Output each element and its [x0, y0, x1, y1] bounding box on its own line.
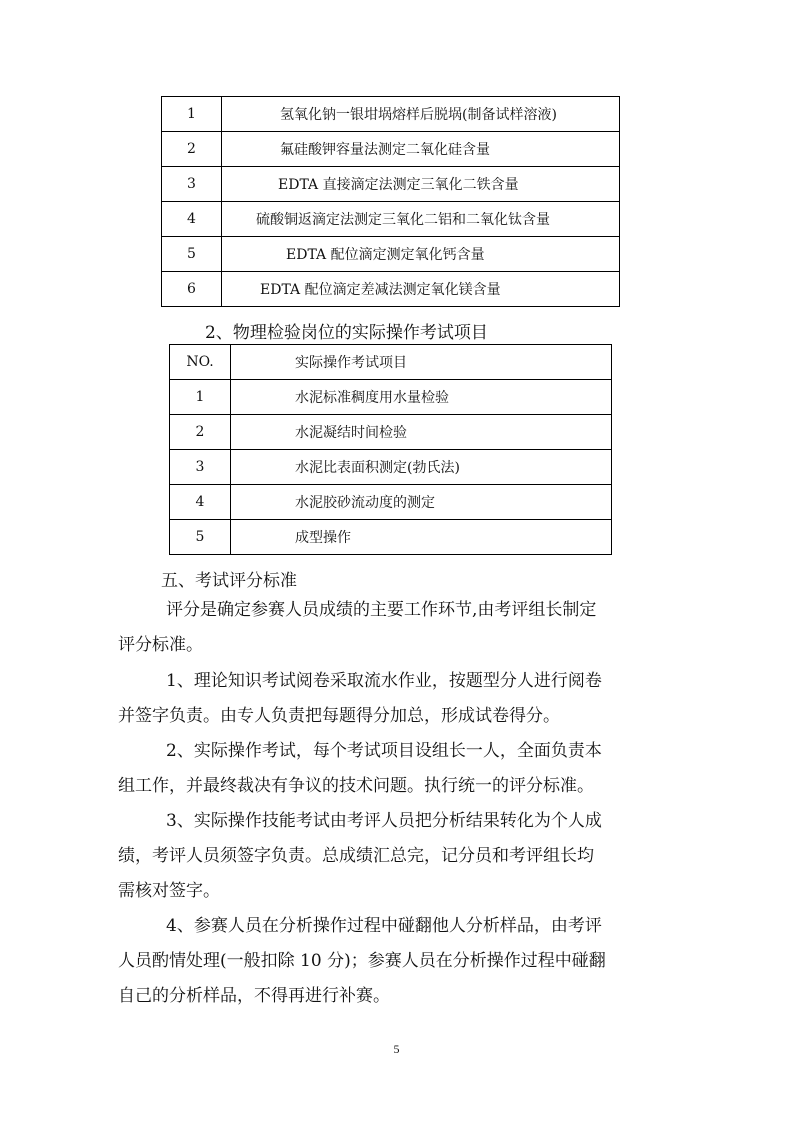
table-row	[170, 415, 612, 450]
row-number: 2	[170, 415, 231, 450]
row-item: EDTA 直接滴定法测定三氧化二铁含量	[222, 167, 620, 202]
table-header-row	[170, 345, 612, 380]
table-row	[170, 485, 612, 520]
row-number: 4	[170, 485, 231, 520]
paragraph-line: 自己的分析样品，不得再进行补赛。	[118, 986, 390, 1006]
row-item: 成型操作	[231, 520, 612, 555]
row-item: EDTA 配位滴定测定氧化钙含量	[222, 237, 620, 272]
paragraph	[118, 909, 678, 1014]
row-number: 3	[170, 450, 231, 485]
paragraph-line: 绩，考评人员须签字负责。总成绩汇总完，记分员和考评组长均	[118, 846, 594, 866]
page-number: 5	[393, 1042, 400, 1056]
chem-items-table	[161, 96, 620, 307]
paragraph-line: 3、实际操作技能考试由考评人员把分析结果转化为个人成	[166, 811, 602, 831]
row-number: 6	[162, 272, 222, 307]
table-row	[170, 520, 612, 555]
paragraph	[118, 593, 678, 663]
paragraph-line: 组工作，并最终裁决有争议的技术问题。执行统一的评分标准。	[118, 776, 594, 796]
paragraph-line: 并签字负责。由专人负责把每题得分加总，形成试卷得分。	[118, 706, 560, 726]
paragraph-line: 2、实际操作考试，每个考试项目设组长一人，全面负责本	[166, 741, 602, 761]
row-number: 5	[162, 237, 222, 272]
row-item: 水泥标准稠度用水量检验	[231, 380, 612, 415]
table-row	[162, 167, 620, 202]
row-number: 1	[162, 97, 222, 132]
table-row	[162, 237, 620, 272]
table-row	[162, 132, 620, 167]
table-row	[162, 272, 620, 307]
row-item: 水泥比表面积测定(勃氏法)	[231, 450, 612, 485]
section-heading: 2、物理检验岗位的实际操作考试项目	[205, 323, 488, 343]
row-item: 氢氧化钠一银坩埚熔样后脱埚(制备试样溶液)	[222, 97, 620, 132]
paragraph	[118, 664, 678, 734]
paragraph-line: 需核对签字。	[118, 881, 220, 901]
paragraph-line: 人员酌情处理(一般扣除 10 分)；参赛人员在分析操作过程中碰翻	[118, 951, 606, 971]
row-number: 5	[170, 520, 231, 555]
paragraph-line: 评分标准。	[118, 635, 203, 655]
table-row	[162, 97, 620, 132]
table-row	[170, 450, 612, 485]
row-number: 1	[170, 380, 231, 415]
row-number: 2	[162, 132, 222, 167]
row-item: 氟硅酸钾容量法测定二氧化硅含量	[222, 132, 620, 167]
phys-items-table	[169, 344, 612, 555]
paragraph-line: 1、理论知识考试阅卷采取流水作业，按题型分人进行阅卷	[166, 671, 602, 691]
column-header-item: 实际操作考试项目	[231, 345, 612, 380]
paragraph-line: 4、参赛人员在分析操作过程中碰翻他人分析样品，由考评	[166, 916, 602, 936]
paragraph	[118, 804, 678, 909]
table-row	[170, 380, 612, 415]
row-item: EDTA 配位滴定差减法测定氧化镁含量	[222, 272, 620, 307]
section-heading: 五、考试评分标准	[161, 571, 297, 591]
row-item: 水泥凝结时间检验	[231, 415, 612, 450]
paragraph	[118, 734, 678, 804]
table-row	[162, 202, 620, 237]
row-number: 3	[162, 167, 222, 202]
row-item: 水泥胶砂流动度的测定	[231, 485, 612, 520]
row-number: 4	[162, 202, 222, 237]
row-item: 硫酸铜返滴定法测定三氧化二铝和二氧化钛含量	[222, 202, 620, 237]
paragraph-line: 评分是确定参赛人员成绩的主要工作环节,由考评组长制定	[166, 600, 597, 620]
column-header-no: NO.	[170, 345, 231, 380]
